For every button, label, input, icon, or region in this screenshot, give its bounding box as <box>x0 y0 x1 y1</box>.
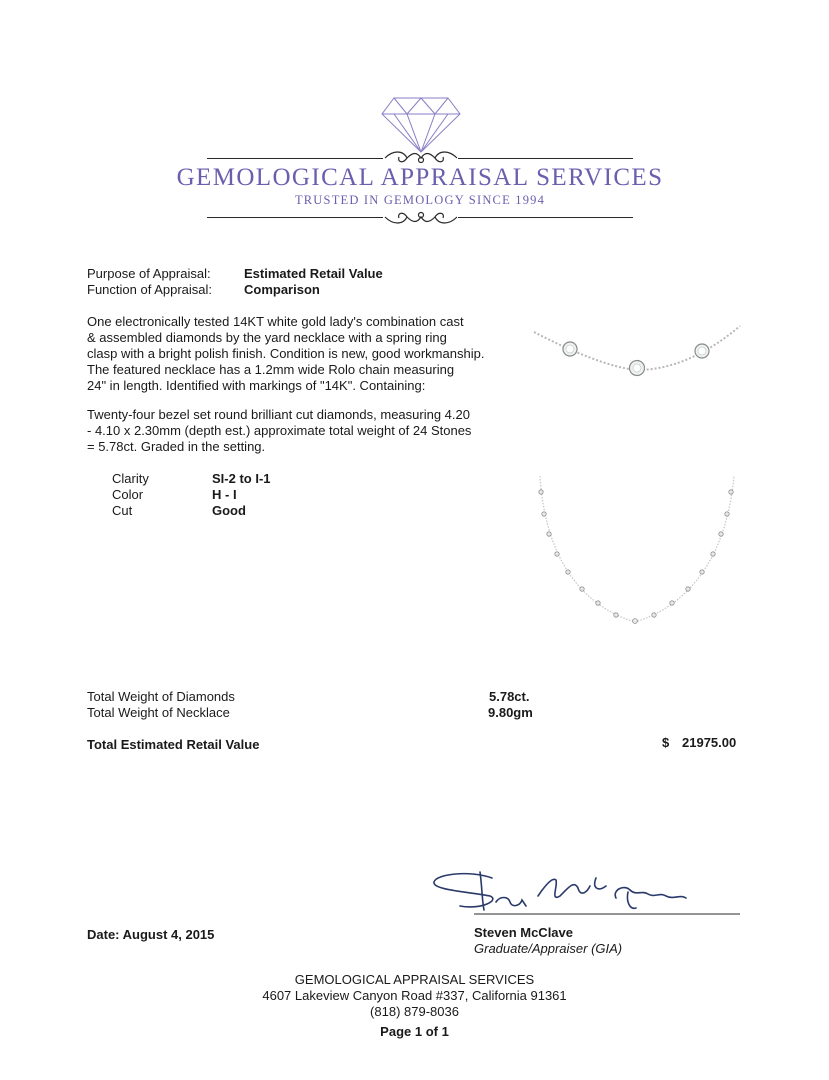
color-label: Color <box>112 487 144 502</box>
total-diamonds-label: Total Weight of Diamonds <box>87 689 235 704</box>
total-retail-label: Total Estimated Retail Value <box>87 737 260 752</box>
stone-description <box>87 407 517 455</box>
footer-phone: (818) 879-8036 <box>370 1004 459 1019</box>
appraiser-title: Graduate/Appraiser (GIA) <box>474 941 623 956</box>
item-description <box>87 314 517 394</box>
stone-line: - 4.10 x 2.30mm (depth est.) approximate total weight of 24 Stones <box>87 423 472 438</box>
description-line: 24" in length. Identified with markings of "14K". Containing: <box>87 378 426 393</box>
clarity-value: SI-2 to I-1 <box>212 471 271 486</box>
necklace-closeup-image <box>532 318 742 383</box>
stone-line: Twenty-four bezel set round brilliant cut diamonds, measuring 4.20 <box>87 407 470 422</box>
necklace-full-image <box>530 472 745 632</box>
appraiser-signature <box>430 866 742 920</box>
header-rule-top-left <box>207 158 383 159</box>
flourish-bottom-icon <box>383 207 459 227</box>
diamond-logo-icon <box>380 96 462 154</box>
cut-label: Cut <box>112 503 133 518</box>
page-number: Page 1 of 1 <box>380 1024 449 1039</box>
description-line: The featured necklace has a 1.2mm wide Rolo chain measuring <box>87 362 455 377</box>
total-diamonds-value: 5.78ct. <box>489 689 530 704</box>
description-line: One electronically tested 14KT white gold lady's combination cast <box>87 314 464 329</box>
function-label: Function of Appraisal: <box>87 282 213 297</box>
cut-value: Good <box>212 503 246 518</box>
clarity-label: Clarity <box>112 471 149 486</box>
appraiser-name: Steven McClave <box>474 925 573 940</box>
header-rule-top-right <box>458 158 633 159</box>
description-line: & assembled diamonds by the yard necklace with a spring ring <box>87 330 447 345</box>
color-value: H - I <box>212 487 237 502</box>
total-necklace-value: 9.80gm <box>488 705 533 720</box>
total-necklace-label: Total Weight of Necklace <box>87 705 230 720</box>
appraisal-date: Date: August 4, 2015 <box>87 927 215 942</box>
stone-line: = 5.78ct. Graded in the setting. <box>87 439 266 454</box>
description-line: clasp with a bright polish finish. Condition is new, good workmanship. <box>87 346 485 361</box>
function-value: Comparison <box>244 282 320 297</box>
purpose-label: Purpose of Appraisal: <box>87 266 211 281</box>
purpose-value: Estimated Retail Value <box>244 266 383 281</box>
total-retail-currency: $ <box>662 735 670 750</box>
company-tagline: TRUSTED IN GEMOLOGY SINCE 1994 <box>294 193 546 207</box>
footer-address: 4607 Lakeview Canyon Road #337, California 91361 <box>262 988 567 1003</box>
company-logo-title: GEMOLOGICAL APPRAISAL SERVICES <box>176 164 664 191</box>
header-rule-bottom-left <box>207 217 383 218</box>
header-rule-bottom-right <box>458 217 633 218</box>
total-retail-value: 21975.00 <box>682 735 737 750</box>
footer-company: GEMOLOGICAL APPRAISAL SERVICES <box>294 972 535 987</box>
